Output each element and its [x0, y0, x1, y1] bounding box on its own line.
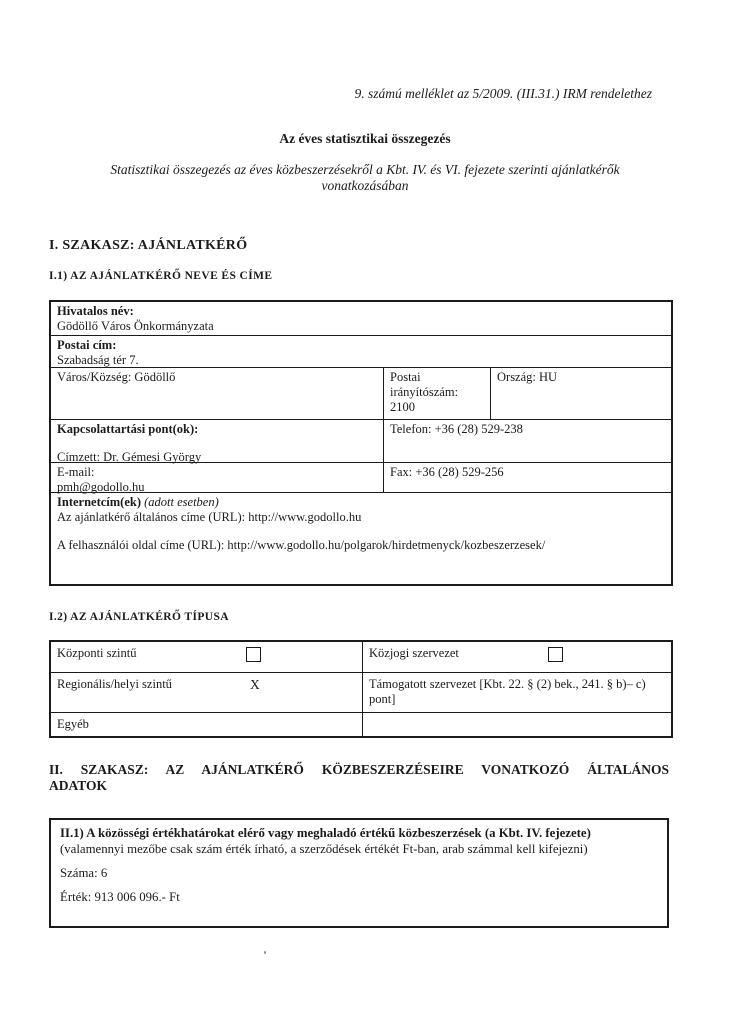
procurement-value: Érték: 913 006 096.- Ft — [60, 890, 180, 904]
table-row-email-fax — [51, 462, 671, 492]
contact-cell — [51, 420, 383, 462]
country-value: Ország: HU — [497, 370, 558, 384]
city-cell — [51, 368, 383, 419]
public-body-label: Közjogi szervezet — [369, 646, 459, 660]
internet-note: (adott esetben) — [144, 495, 219, 509]
procurement-count: Száma: 6 — [60, 866, 108, 880]
regional-label: Regionális/helyi szintű — [57, 677, 172, 691]
country-cell — [490, 368, 671, 419]
internet-label: Internetcím(ek) — [57, 495, 141, 509]
other-label: Egyéb — [57, 717, 89, 731]
postal-address-label: Postai cím: — [57, 338, 117, 352]
phone-cell — [383, 420, 671, 462]
postal-address-value: Szabadság tér 7. — [57, 353, 139, 367]
email-value: pmh@godollo.hu — [57, 480, 145, 494]
other-cell — [51, 713, 362, 736]
contact-value: Címzett: Dr. Gémesi György — [57, 450, 202, 464]
supported-label: Támogatott szervezet [Kbt. 22. § (2) bek., 241. § b)– c) pont] — [369, 677, 646, 706]
regional-cell — [51, 673, 362, 712]
table-row-postal-address — [51, 335, 671, 367]
internet-heading — [57, 495, 665, 510]
annex-reference: 9. számú melléklet az 5/2009. (III.31.) IRM rendelethez — [354, 86, 652, 101]
authority-type-table — [49, 640, 673, 738]
type-row-other — [51, 712, 671, 736]
section1-1-heading: I.1) AZ AJÁNLATKÉRŐ NEVE ÉS CÍME — [49, 270, 273, 282]
user-page-url: A felhasználói oldal címe (URL): http://www.godollo.hu/polgarok/hirdetmenyck/kozbeszerzesek/ — [57, 538, 546, 552]
central-checkbox — [246, 647, 261, 662]
email-label: E-mail: — [57, 465, 95, 479]
type-row-regional — [51, 672, 671, 712]
zip-value: 2100 — [390, 400, 415, 414]
document-title: Az éves statisztikai összegezés — [279, 131, 451, 146]
official-name-label: Hivatalos név: — [57, 304, 134, 318]
official-name-value: Gödöllő Város Önkormányzata — [57, 319, 214, 333]
box-note: (valamennyi mezőbe csak szám érték írható, a szerződések értékét Ft-ban, arab számmal kell kifejezni) — [60, 842, 588, 856]
fax-cell — [383, 463, 671, 492]
type-row-central — [51, 642, 671, 672]
section2-heading-line2: ADATOK — [49, 777, 108, 793]
fax-value: Fax: +36 (28) 529-256 — [390, 465, 504, 479]
section2-heading — [49, 762, 669, 794]
section1-2-heading: I.2) AZ AJÁNLATKÉRŐ TÍPUSA — [49, 611, 229, 623]
email-cell — [51, 463, 383, 492]
section2-heading-line1: II. SZAKASZ: AZ AJÁNLATKÉRŐ KÖZBESZERZÉSEIRE VONATKOZÓ ÁLTALÁNOS — [49, 762, 669, 777]
city-value: Város/Község: Gödöllő — [57, 370, 176, 384]
public-body-checkbox — [548, 647, 563, 662]
zip-label: Postai irányítószám: — [390, 370, 459, 399]
table-row-city-zip-country — [51, 367, 671, 419]
box-heading: II.1) A közösségi értékhatárokat elérő vagy meghaladó értékű közbeszerzések (a Kbt. IV. fejezete) — [60, 826, 591, 840]
table-row-official-name — [51, 302, 671, 335]
scan-speck — [264, 951, 266, 954]
document-subtitle: Statisztikai összegezés az éves közbeszerzésekről a Kbt. IV. és VI. fejezete szerinti ajánlatkérők vonatkozásában — [110, 162, 620, 193]
public-body-cell — [362, 642, 671, 672]
table-row-internet — [51, 492, 671, 584]
central-label: Központi szintű — [57, 646, 137, 660]
section1-heading: I. SZAKASZ: AJÁNLATKÉRŐ — [49, 238, 248, 253]
central-cell — [51, 642, 362, 672]
phone-value: Telefon: +36 (28) 529-238 — [390, 422, 523, 436]
zip-cell — [383, 368, 490, 419]
contact-label: Kapcsolattartási pont(ok): — [57, 422, 199, 436]
contracting-authority-table — [49, 300, 673, 586]
other-empty-cell — [362, 713, 671, 736]
community-threshold-box — [49, 818, 669, 928]
general-url: Az ajánlatkérő általános címe (URL): http://www.godollo.hu — [57, 510, 362, 524]
supported-cell — [362, 673, 671, 712]
table-row-contact-phone — [51, 419, 671, 462]
regional-x-mark: X — [250, 677, 260, 692]
